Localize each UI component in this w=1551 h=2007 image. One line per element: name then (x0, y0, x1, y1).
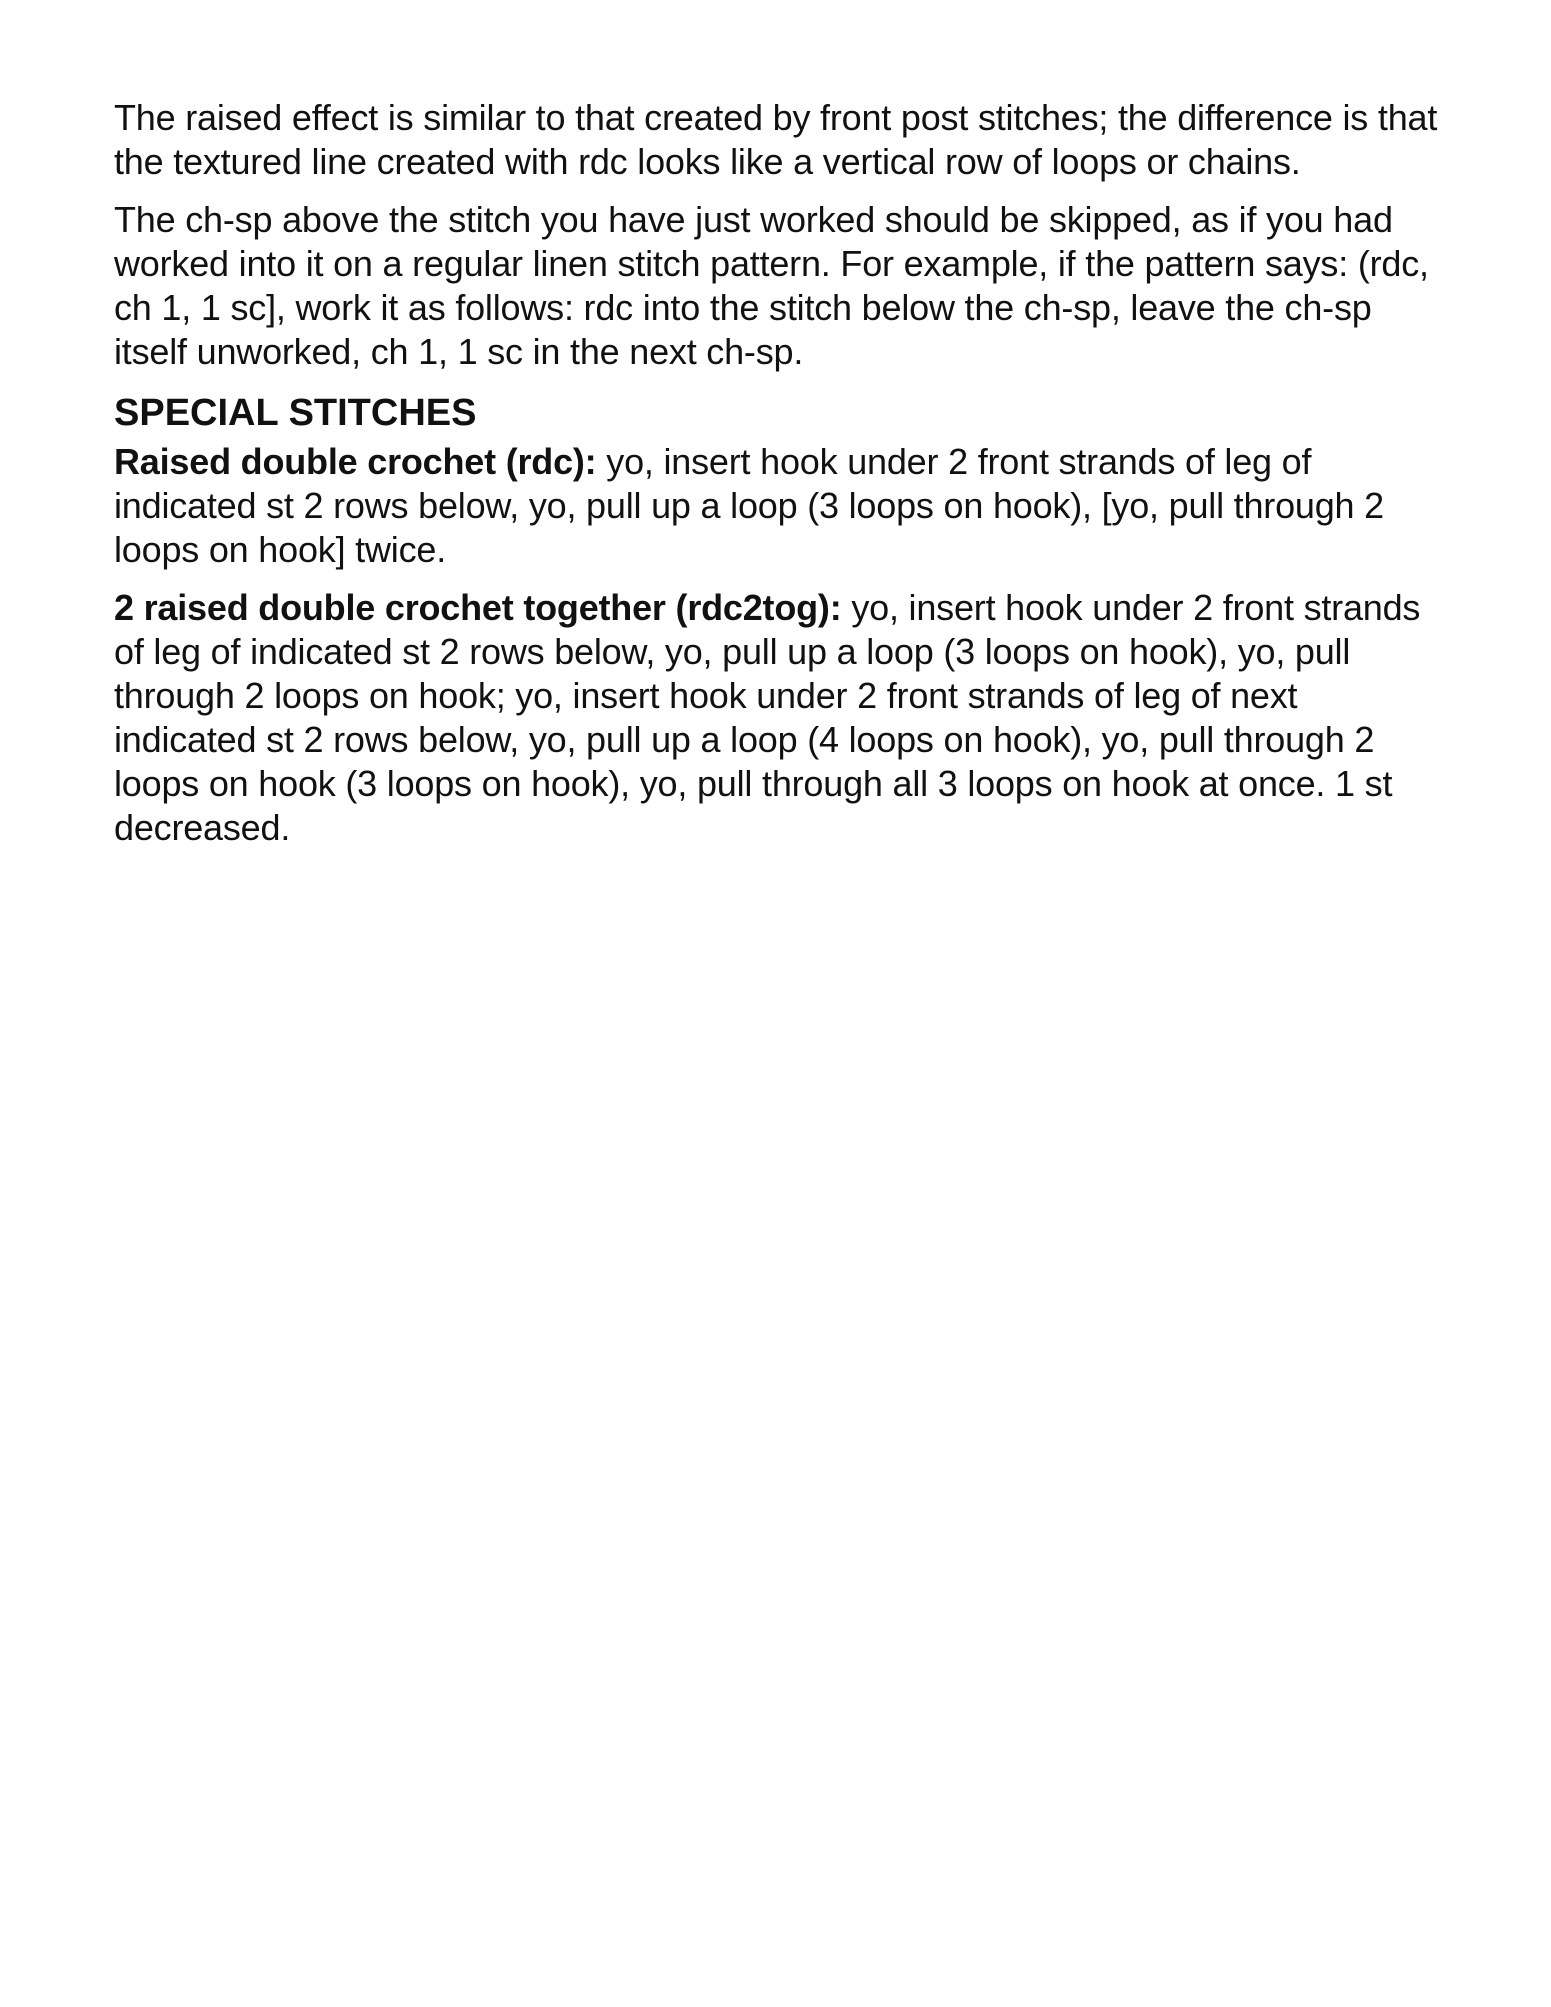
intro-paragraph-raised-effect: The raised effect is similar to that created by front post stitches; the difference is that the textured line created with rdc looks like a vertical row of loops or chains. (114, 97, 1438, 182)
stitch-term-rdc: Raised double crochet (rdc): (114, 441, 597, 482)
document-page (114, 96, 1444, 864)
section-heading-special-stitches: SPECIAL STITCHES (114, 392, 477, 434)
stitch-definition-rdc (114, 440, 1444, 572)
stitch-description-rdc2tog: yo, insert hook under 2 front strands of leg of indicated st 2 rows below, yo, pull up a loop (3 loops on hook), yo, pull through 2 loops on hook; yo, insert hook under 2 front strands of leg of next indicated st 2 rows below, yo, pull up a loop (4 loops on hook), yo, pull through 2 loops on hook (3 loops on hook), yo, pull through all 3 loops on hook at once. 1 st decreased. (114, 587, 1421, 848)
stitch-definition-rdc2tog (114, 586, 1444, 850)
stitch-description-rdc: yo, insert hook under 2 front strands of leg of indicated st 2 rows below, yo, pull up a loop (3 loops on hook), [yo, pull through 2 loops on hook] twice. (114, 441, 1384, 570)
intro-paragraph-ch-sp: The ch-sp above the stitch you have just worked should be skipped, as if you had worked into it on a regular linen stitch pattern. For example, if the pattern says: (rdc, ch 1, 1 sc], work it as follows: rdc into the stitch below the ch-sp, leave the ch-sp itself unworked, ch 1, 1 sc in the next ch-sp. (114, 199, 1429, 372)
stitch-term-rdc2tog: 2 raised double crochet together (rdc2tog): (114, 587, 842, 628)
